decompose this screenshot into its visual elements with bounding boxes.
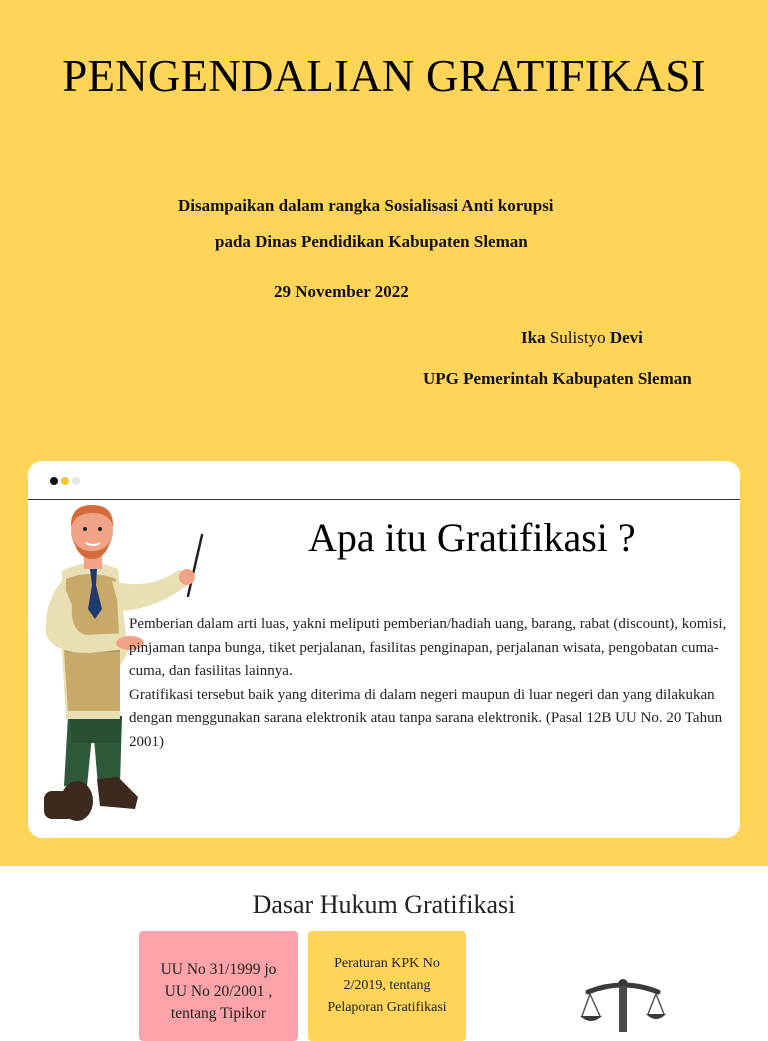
subtitle-line-2: pada Dinas Pendidikan Kabupaten Sleman: [215, 232, 528, 251]
law-box-kpk-line-1: Peraturan KPK No: [334, 956, 440, 971]
card-title: Apa itu Gratifikasi ?: [308, 515, 636, 560]
law-box-kpk: [308, 931, 466, 1041]
definition-card: [28, 461, 740, 838]
presenter-organization: UPG Pemerintah Kabupaten Sleman: [423, 369, 692, 388]
presenter-first-name: Ika: [521, 328, 546, 347]
presenter-middle-name: Sulistyo: [549, 328, 606, 347]
presenter-last-name: Devi: [609, 328, 643, 347]
law-box-uu-line-2: UU No 20/2001 ,: [164, 983, 273, 1000]
law-box-uu: [139, 931, 298, 1041]
slide-title: PENGENDALIAN GRATIFIKASI: [62, 51, 706, 101]
card-body-text: [129, 613, 740, 754]
law-box-uu-line-3: tentang Tipikor: [170, 1005, 267, 1022]
window-dot-black: [50, 477, 58, 485]
presenter-name: [521, 327, 643, 349]
dasar-hukum-title: Dasar Hukum Gratifikasi: [252, 890, 516, 919]
law-box-kpk-line-2: 2/2019, tentang: [343, 978, 431, 993]
presentation-date: 29 November 2022: [274, 282, 409, 301]
law-box-kpk-line-3: Pelaporan Gratifikasi: [327, 1000, 447, 1015]
card-divider: [28, 499, 740, 500]
legal-basis-paragraph: Gratifikasi tersebut baik yang diterima di dalam negeri maupun di luar negeri dan yang dilakukan dengan menggunakan sarana elektronik atau tanpa sarana elektronik. (Pasal 12B UU No. 20 Tahun 2001): [129, 686, 723, 750]
definition-paragraph: Pemberian dalam arti luas, yakni meliputi pemberian/hadiah uang, barang, rabat (discount), komisi, pinjaman tanpa bunga, tiket perjalanan, fasilitas penginapan, perjalanan wisata, pengobatan cuma-cuma, dan fasilitas lainnya.: [129, 616, 727, 679]
scale-of-justice-icon: [578, 972, 668, 1032]
window-dot-grey: [72, 477, 80, 485]
window-dot-yellow: [61, 477, 69, 485]
law-box-uu-line-1: UU No 31/1999 jo: [160, 961, 277, 978]
subtitle-line-1: Disampaikan dalam rangka Sosialisasi Anti korupsi: [178, 196, 554, 215]
